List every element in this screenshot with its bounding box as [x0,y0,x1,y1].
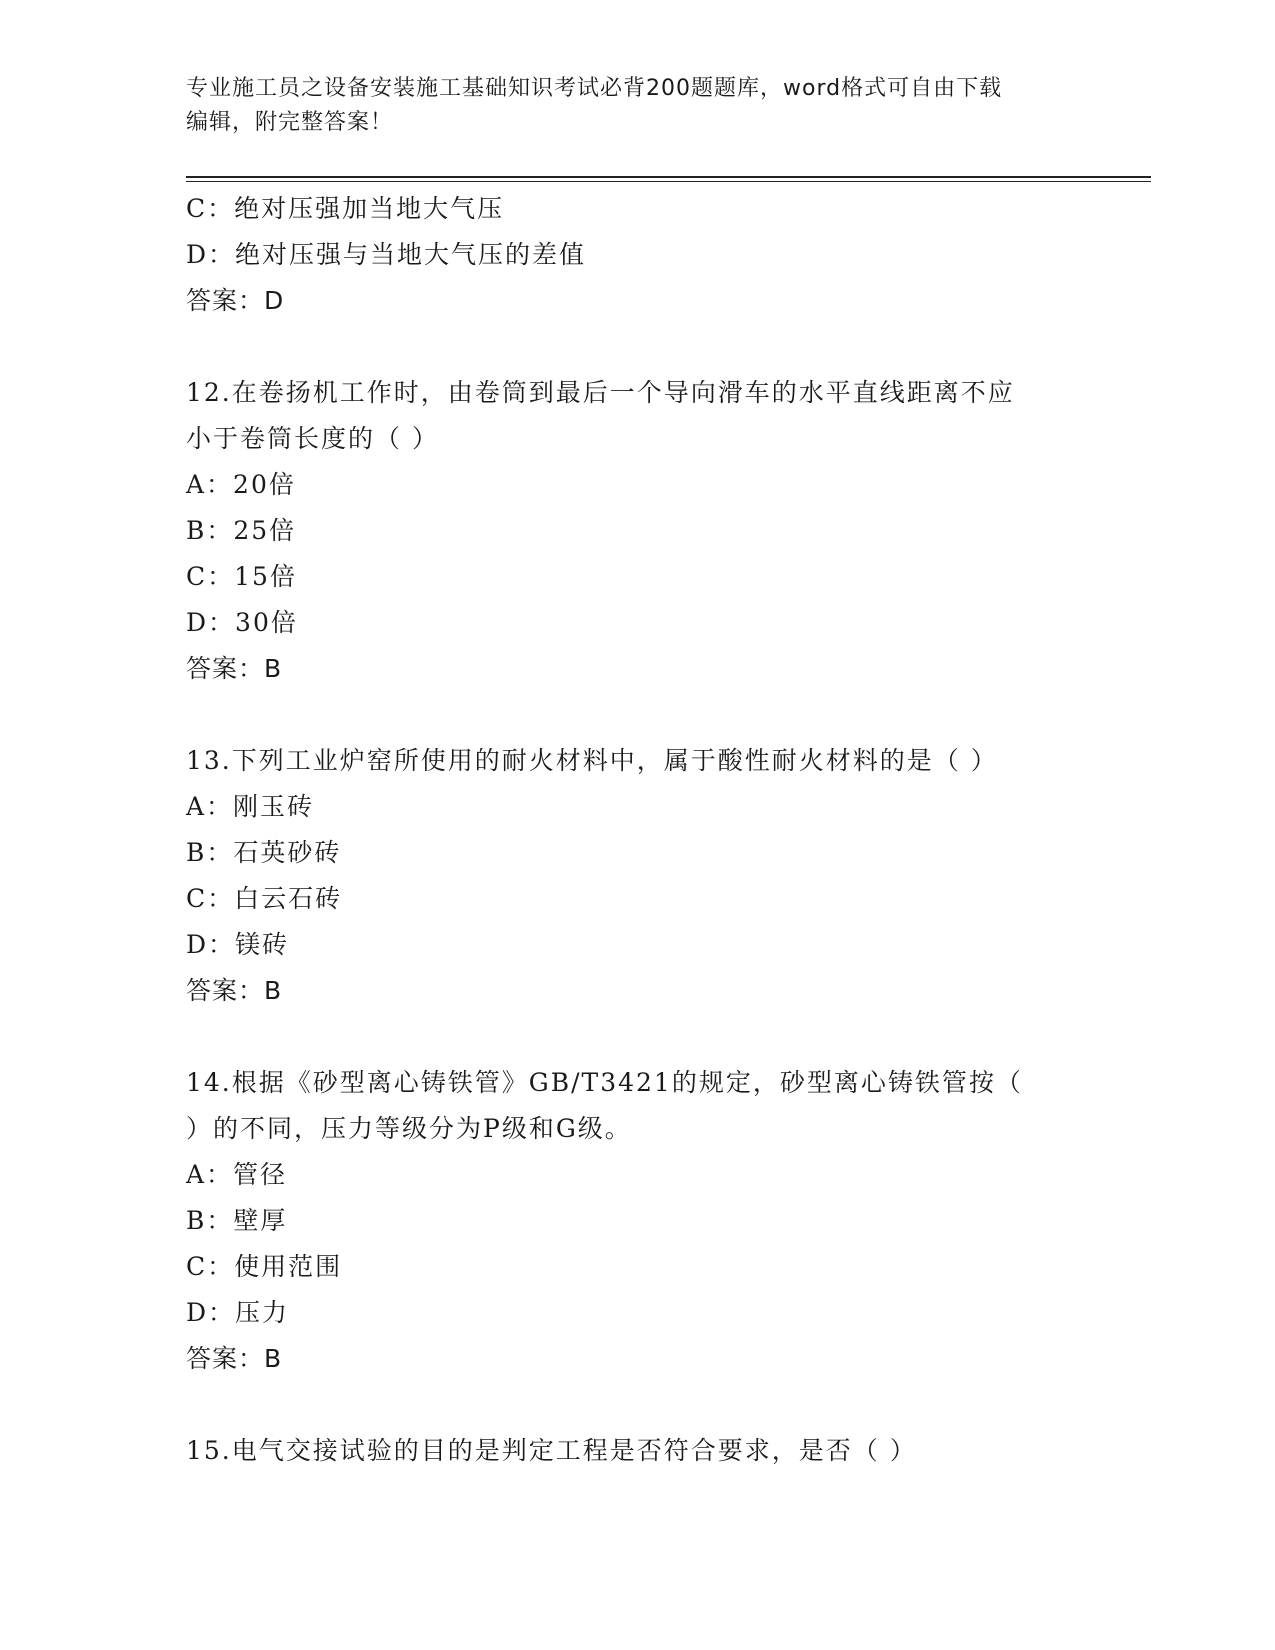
option-d: D：镁砖 [186,930,290,959]
question-14 [186,1060,1106,1382]
previous-question-continuation [186,186,1106,324]
option-b: B：25倍 [186,516,297,545]
question-stem-line: 13.下列工业炉窑所使用的耐火材料中，属于酸性耐火材料的是（ ） [186,746,998,775]
option-d: D：压力 [186,1298,290,1327]
option-a: A：刚玉砖 [186,792,315,821]
option-c: C：绝对压强加当地大气压 [186,194,505,223]
question-stem-line: 12.在卷扬机工作时，由卷筒到最后一个导向滑车的水平直线距离不应 [186,378,1015,407]
question-12 [186,370,1106,692]
option-a: A：20倍 [186,470,296,499]
question-15 [186,1428,1106,1474]
option-b: B：壁厚 [186,1206,288,1235]
option-b: B：石英砂砖 [186,838,342,867]
question-stem-line: 15.电气交接试验的目的是判定工程是否符合要求，是否（ ） [186,1436,917,1465]
option-c: C：使用范围 [186,1252,343,1281]
answer-line: 答案：B [186,1344,283,1373]
option-d: D：绝对压强与当地大气压的差值 [186,240,587,269]
header-title-line-1: 专业施工员之设备安装施工基础知识考试必背200题题库，word格式可自由下载 [186,76,1003,101]
answer-line: 答案：B [186,976,283,1005]
option-a: A：管径 [186,1160,288,1189]
option-d: D：30倍 [186,608,298,637]
document-header [186,72,1066,140]
answer-line: 答案：B [186,654,283,683]
question-stem-line: 小于卷筒长度的（ ） [186,424,439,453]
header-divider-thin [186,181,1151,182]
option-c: C：15倍 [186,562,297,591]
question-list [186,186,1106,1474]
question-13 [186,738,1106,1014]
answer-line: 答案：D [186,286,285,315]
header-title-line-2: 编辑，附完整答案！ [186,110,394,135]
option-c: C：白云石砖 [186,884,343,913]
question-stem-line: ）的不同，压力等级分为P级和G级。 [186,1114,632,1143]
header-divider-thick [186,176,1151,178]
question-stem-line: 14.根据《砂型离心铸铁管》GB/T3421的规定，砂型离心铸铁管按（ [186,1068,1023,1097]
